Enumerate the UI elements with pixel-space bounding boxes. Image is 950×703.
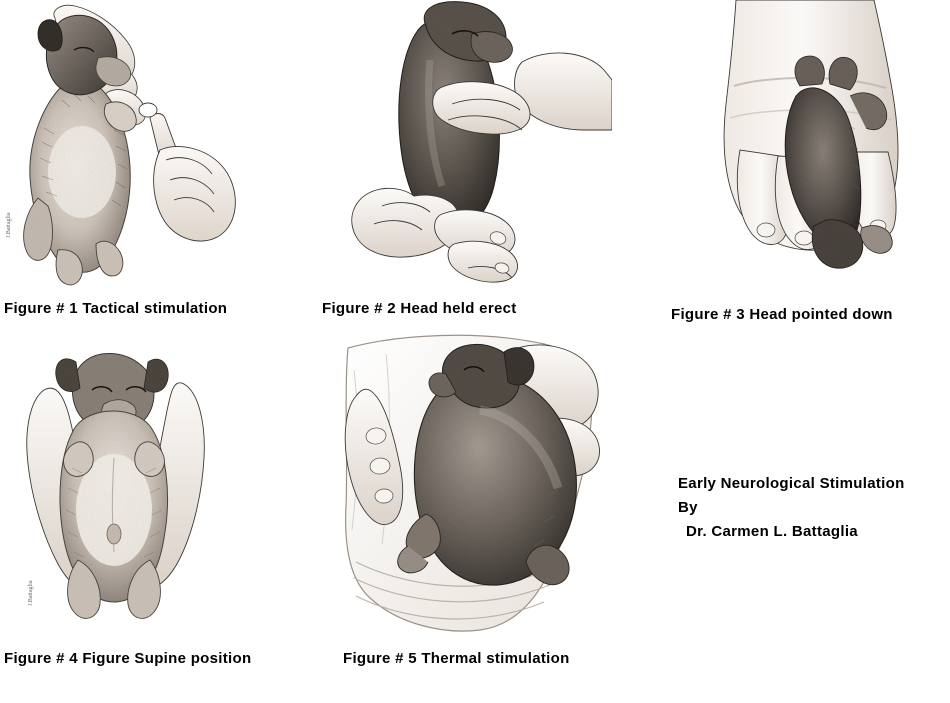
figure-4 xyxy=(0,338,300,668)
svg-text:J.Battaglia: J.Battaglia xyxy=(28,580,34,606)
credit-author: Dr. Carmen L. Battaglia xyxy=(686,523,858,540)
figure-2-artwork xyxy=(322,0,612,292)
figure-1 xyxy=(0,0,300,320)
credit-by: By xyxy=(678,499,698,516)
figure-3-caption: Figure # 3 Head pointed down xyxy=(671,306,893,323)
figure-1-caption: Figure # 1 Tactical stimulation xyxy=(4,300,228,317)
figure-4-artwork xyxy=(0,338,300,638)
figure-2 xyxy=(322,0,612,320)
credit-block xyxy=(678,472,905,544)
svg-text:J.Battaglia: J.Battaglia xyxy=(6,212,12,238)
figure-5-caption: Figure # 5 Thermal stimulation xyxy=(343,650,570,667)
figure-5 xyxy=(330,330,650,670)
figure-4-caption: Figure # 4 Figure Supine position xyxy=(4,650,252,667)
credit-title: Early Neurological Stimulation xyxy=(678,475,905,492)
figure-5-artwork xyxy=(330,330,650,645)
figure-1-artwork xyxy=(0,0,300,292)
figure-2-caption: Figure # 2 Head held erect xyxy=(322,300,517,317)
figure-3-artwork xyxy=(700,0,950,298)
figure-3 xyxy=(671,0,950,330)
